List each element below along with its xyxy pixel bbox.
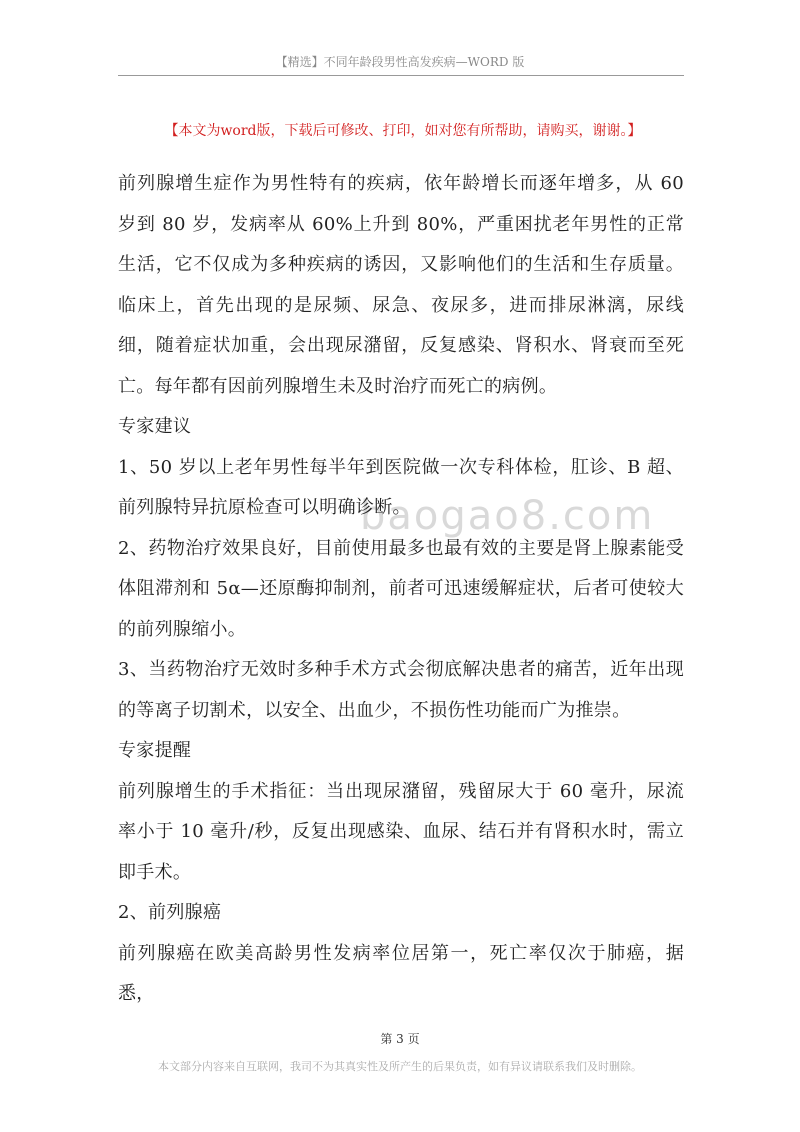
page-header: 【精选】不同年龄段男性高发疾病—WORD 版 (275, 55, 525, 69)
advice-item-3: 3、当药物治疗无效时多种手术方式会彻底解决患者的痛苦，近年出现的等离子切割术，以安全、出血少，不损伤性功能而广为推崇。 (118, 659, 684, 721)
header-divider (118, 75, 684, 76)
heading-expert-reminder: 专家提醒 (118, 740, 192, 761)
footer-disclaimer: 本文部分内容来自互联网，我司不为其真实性及所产生的后果负责，如有异议请联系我们及时删除。 (158, 1060, 642, 1073)
page-number: 第 3 页 (380, 1032, 420, 1046)
watermark: baogao8.com (360, 493, 655, 539)
heading-expert-advice: 专家建议 (118, 416, 192, 437)
paragraph-surgery-indication: 前列腺增生的手术指征：当出现尿潴留，残留尿大于 60 毫升，尿流率小于 10 毫升/秒，反复出现感染、血尿、结石并有肾积水时，需立即手术。 (118, 780, 684, 883)
heading-prostate-cancer: 2、前列腺癌 (118, 902, 222, 923)
document-body (118, 164, 684, 1015)
paragraph-intro: 前列腺增生症作为男性特有的疾病，依年龄增长而逐年增多，从 60 岁到 80 岁，发病率从 60%上升到 80%，严重困扰老年男性的正常生活，它不仅成为多种疾病的诱因，又影响他们的生活和生存质量。临床上，首先出现的是尿频、尿急、夜尿多，进而排尿淋漓，尿线细，随着症状加重，会出现尿潴留，反复感染、肾积水、肾衰而至死亡。每年都有因前列腺增生未及时治疗而死亡的病例。 (118, 173, 684, 397)
advice-item-2: 2、药物治疗效果良好，目前使用最多也最有效的主要是肾上腺素能受体阻滞剂和 5α—还原酶抑制剂，前者可迅速缓解症状，后者可使较大的前列腺缩小。 (118, 537, 684, 640)
red-notice: 【本文为word版，下载后可修改、打印，如对您有所帮助，请购买，谢谢。】 (164, 123, 642, 139)
advice-item-1: 1、50 岁以上老年男性每半年到医院做一次专科体检，肛诊、B 超、前列腺特异抗原检查可以明确诊断。 (118, 456, 684, 518)
paragraph-prostate-cancer: 前列腺癌在欧美高龄男性发病率位居第一，死亡率仅次于肺癌，据悉， (118, 942, 684, 1004)
